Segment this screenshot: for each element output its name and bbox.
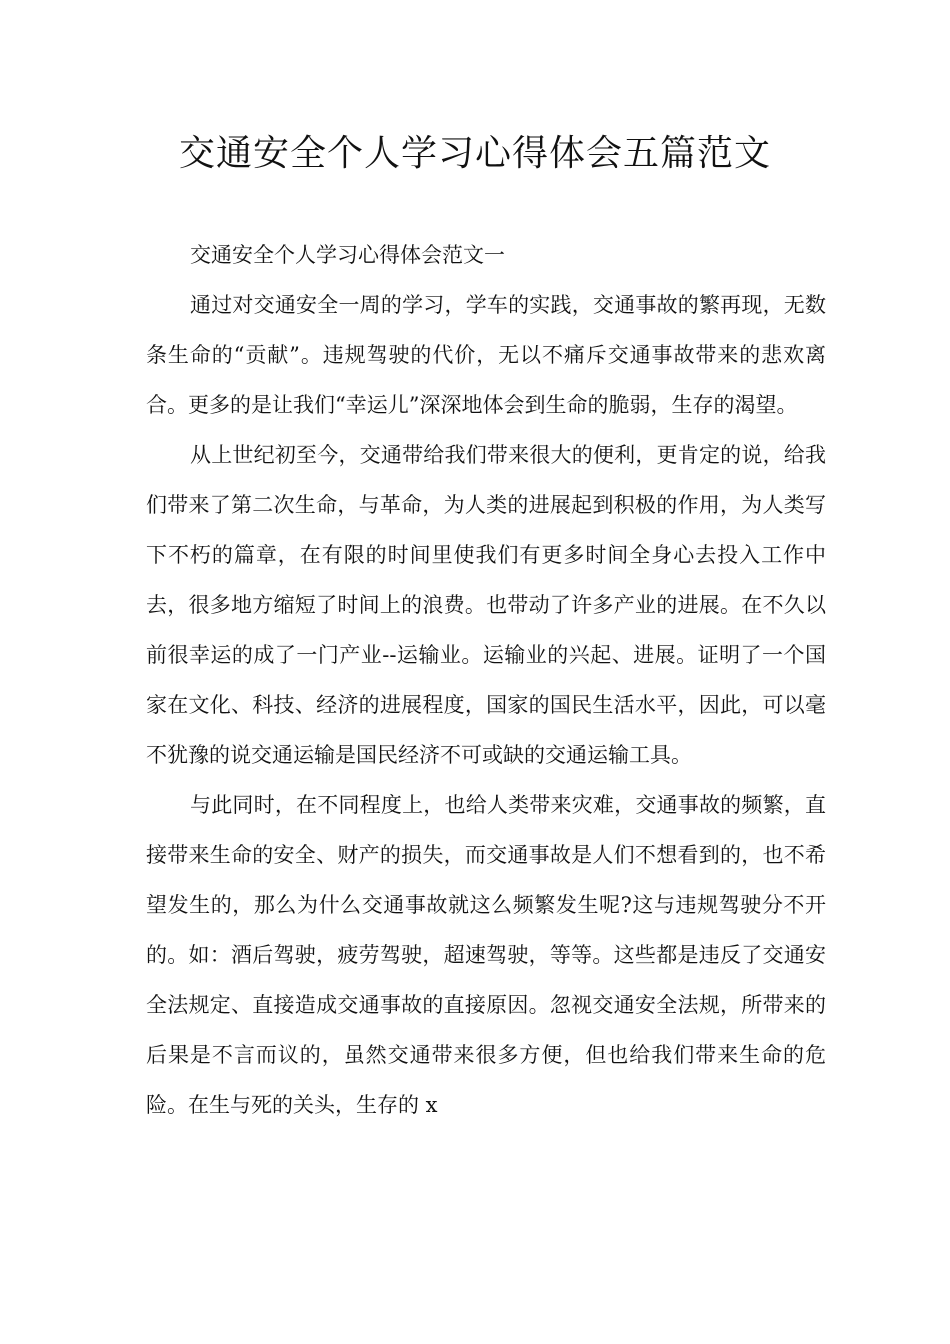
paragraph-2: 从上世纪初至今，交通带给我们带来很大的便利，更肯定的说，给我们带来了第二次生命，与革命，为人类的进展起到积极的作用，为人类写下不朽的篇章，在有限的时间里使我们有更多时间全身心去投入工作中去，很多地方缩短了时间上的浪费。也带动了许多产业的进展。在不久以前很幸运的成了一门产业--运输业。运输业的兴起、进展。证明了一个国家在文化、科技、经济的进展程度，国家的国民生活水平，因此，可以毫不犹豫的说交通运输是国民经济不可或缺的交通运输工具。 — [146, 443, 826, 767]
document-title: 交通安全个人学习心得体会五篇范文 — [178, 133, 771, 174]
document-body — [146, 230, 826, 1130]
paragraph-3: 与此同时，在不同程度上，也给人类带来灾难，交通事故的频繁，直接带来生命的安全、财产的损失，而交通事故是人们不想看到的，也不希望发生的，那么为什么交通事故就这么频繁发生呢?这与违规驾驶分不开的。如：酒后驾驶，疲劳驾驶，超速驾驶，等等。这些都是违反了交通安全法规定、直接造成交通事故的直接原因。忽视交通安全法规，所带来的后果是不言而议的，虽然交通带来很多方便，但也给我们带来生命的危险。在生与死的关头，生存的 x — [146, 793, 826, 1117]
section-heading: 交通安全个人学习心得体会范文一 — [190, 243, 505, 267]
paragraph-1: 通过对交通安全一周的学习，学车的实践，交通事故的繁再现，无数条生命的“贡献”。违规驾驶的代价，无以不痛斥交通事故带来的悲欢离合。更多的是让我们“幸运儿”深深地体会到生命的脆弱，生存的渴望。 — [146, 293, 826, 417]
